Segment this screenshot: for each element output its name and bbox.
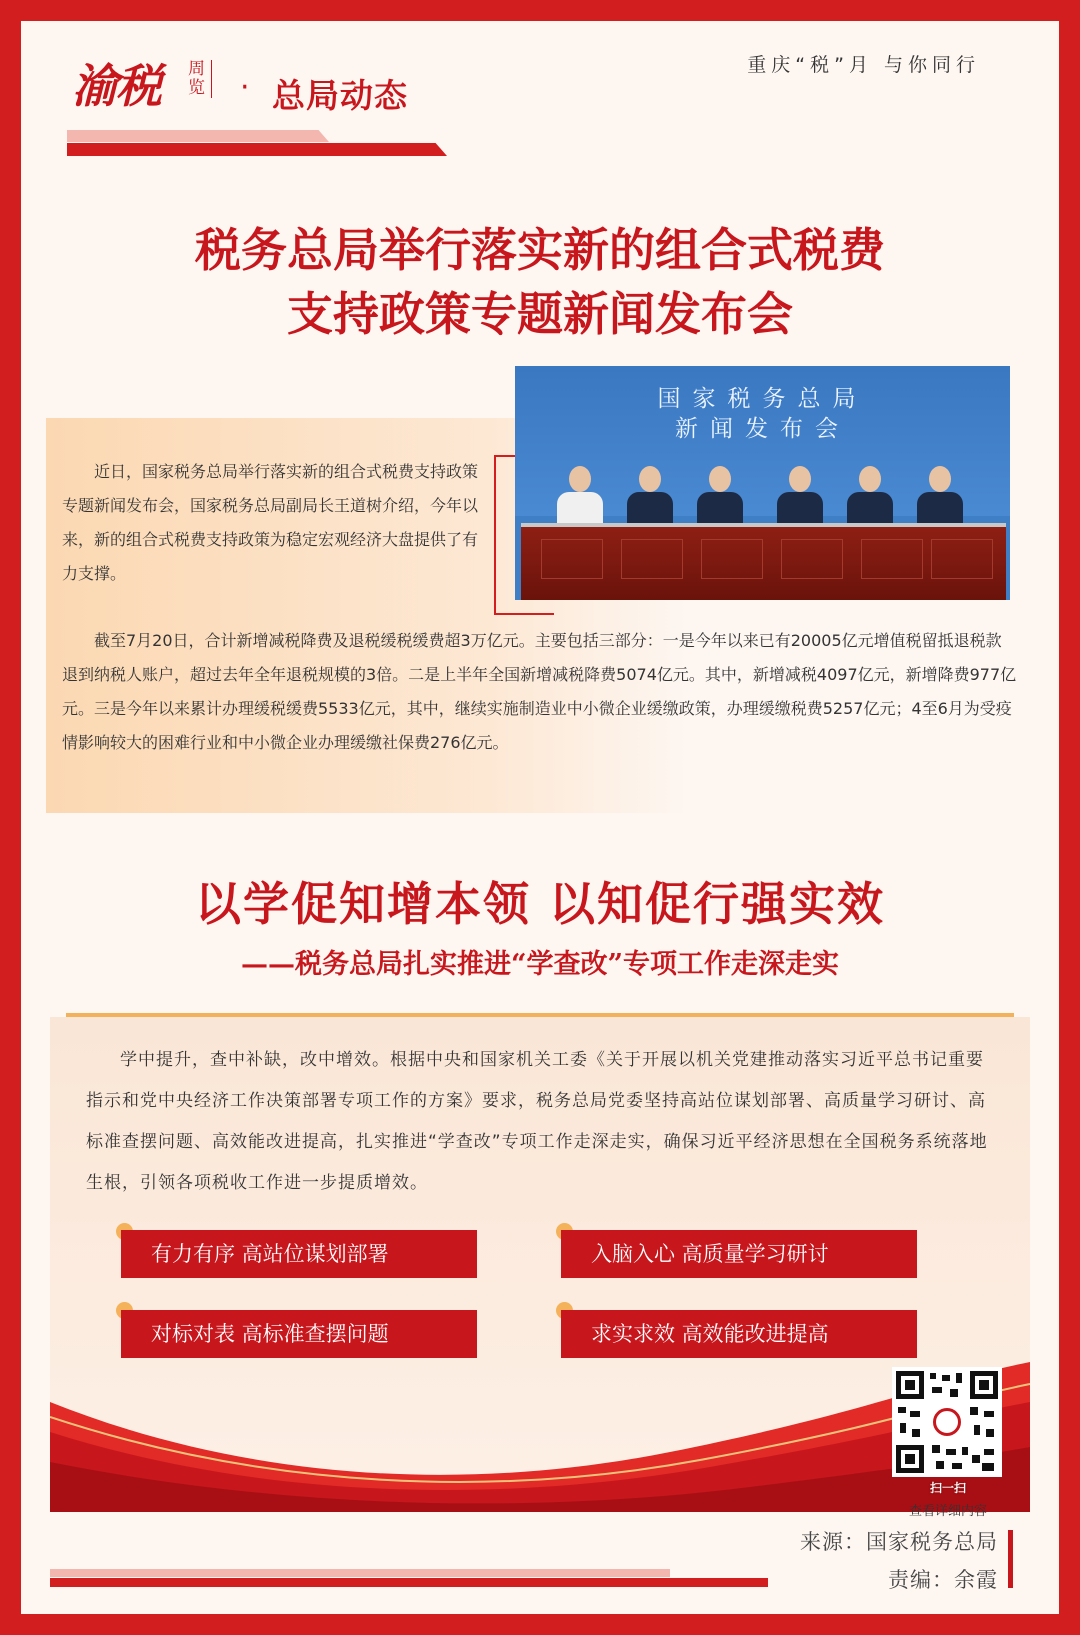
tag-item: 求实求效 高效能改进提高 xyxy=(561,1310,917,1358)
brand-logo: 渝税 xyxy=(72,59,160,113)
brand-logo-subtitle: 周览 xyxy=(188,60,212,98)
person-figure xyxy=(845,466,895,528)
tag-item: 对标对表 高标准查摆问题 xyxy=(121,1310,477,1358)
article2-subtitle: ——税务总局扎实推进“学查改”专项工作走深走实 xyxy=(240,949,840,980)
conference-table xyxy=(521,523,1006,600)
photo-caption-line1: 国家税务总局 xyxy=(657,386,868,412)
person-figure xyxy=(555,466,605,528)
scan-label: 扫一扫 xyxy=(929,1481,966,1495)
person-figure xyxy=(625,466,675,528)
article1-title xyxy=(80,218,1000,346)
tag-item: 有力有序 高站位谋划部署 xyxy=(121,1230,477,1278)
emblem-icon xyxy=(933,1408,961,1436)
separator-dot: · xyxy=(240,70,250,105)
scan-sub-label: 查看详细内容 xyxy=(908,1504,987,1519)
article1-title-line1: 税务总局举行落实新的组合式税费 xyxy=(195,223,885,277)
person-figure xyxy=(775,466,825,528)
wave-graphic xyxy=(50,1362,1030,1512)
header-decor-bar-red xyxy=(67,143,447,156)
person-figure xyxy=(915,466,965,528)
footer-accent-bar xyxy=(1008,1530,1013,1588)
qr-code[interactable] xyxy=(892,1367,1002,1477)
article1-paragraph1: 近日，国家税务总局举行落实新的组合式税费支持政策专题新闻发布会，国家税务总局副局长王道树介绍，今年以来，新的组合式税费支持政策为稳定宏观经济大盘提供了有力支撑。 xyxy=(62,462,479,583)
article2-title: 以学促知增本领 以知促行强实效 xyxy=(194,877,885,931)
press-conference-photo xyxy=(515,366,1010,600)
header-decor-bar xyxy=(67,130,329,142)
photo-caption-line2: 新闻发布会 xyxy=(675,416,850,442)
red-wave-decoration xyxy=(50,1362,1030,1512)
source-credit: 来源：国家税务总局 xyxy=(800,1530,998,1554)
tag-item: 入脑入心 高质量学习研讨 xyxy=(561,1230,917,1278)
footer-decor-bar-red xyxy=(50,1578,768,1587)
editor-credit: 责编：余霞 xyxy=(888,1568,998,1592)
footer-decor-bar-pink xyxy=(50,1569,670,1577)
article1-title-line2: 支持政策专题新闻发布会 xyxy=(287,287,793,341)
article2-paragraph: 学中提升，查中补缺，改中增效。根据中央和国家机关工委《关于开展以机关党建推动落实习近平总书记重要指示和党中央经济工作决策部署专项工作的方案》要求，税务总局党委坚持高站位谋划部署、高质量学习研讨、高标准查摆问题、高效能改进提高，扎实推进“学查改”专项工作走深走实，确保习近平经济思想在全国税务系统落地生根，引领各项税收工作进一步提质增效。 xyxy=(86,1050,988,1193)
slogan: 重庆“税”月 与你同行 xyxy=(747,54,980,76)
article1-paragraph2: 截至7月20日，合计新增减税降费及退税缓税缓费超3万亿元。主要包括三部分：一是今年以来已有20005亿元增值税留抵退税款退到纳税人账户，超过去年全年退税规模的3倍。二是上半年全国新增减税降费5074亿元。其中，新增减税4097亿元，新增降费977亿元。三是今年以来累计办理缓税缓费5533亿元，其中，继续实施制造业中小微企业缓缴政策，办理缓缴税费5257亿元；4至6月为受疫情影响较大的困难行业和中小微企业办理缓缴社保费276亿元。 xyxy=(62,631,1017,752)
person-figure xyxy=(695,466,745,528)
section-label: 总局动态 xyxy=(272,76,408,115)
